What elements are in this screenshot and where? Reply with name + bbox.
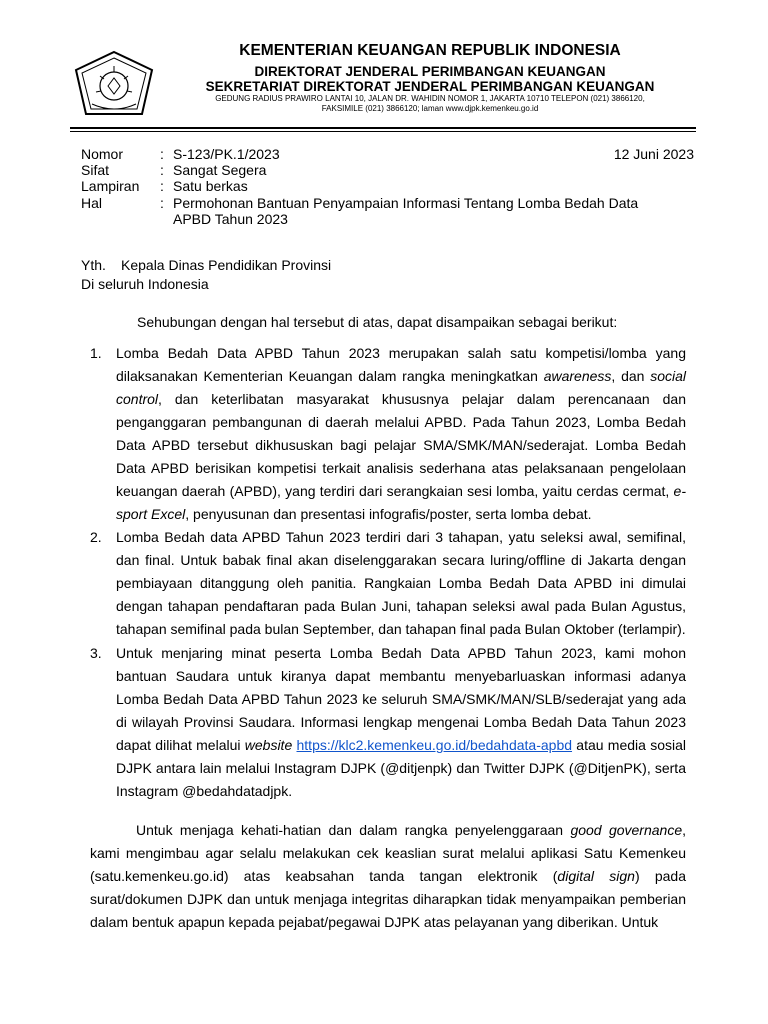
lampiran-label: Lampiran bbox=[81, 178, 140, 194]
item-1-number: 1. bbox=[90, 345, 102, 361]
hal-label: Hal bbox=[81, 195, 103, 211]
ministry-title: KEMENTERIAN KEUANGAN REPUBLIK INDONESIA bbox=[239, 42, 621, 59]
header-rule-thick bbox=[70, 127, 696, 129]
secretariat-title: SEKRETARIAT DIREKTORAT JENDERAL PERIMBANGAN KEUANGAN bbox=[205, 79, 655, 94]
sifat-value: Sangat Segera bbox=[173, 162, 267, 178]
intro-paragraph: Sehubungan dengan hal tersebut di atas, dapat disampaikan sebagai berikut: bbox=[137, 314, 618, 330]
address-line-1: GEDUNG RADIUS PRAWIRO LANTAI 10, JALAN DR. WAHIDIN NOMOR 1, JAKARTA 10710 TELEPON (021) 3866120, bbox=[215, 94, 645, 103]
recipient-name: Kepala Dinas Pendidikan Provinsi bbox=[121, 257, 332, 273]
lampiran-value: Satu berkas bbox=[173, 178, 248, 194]
header-rule-thin bbox=[70, 131, 696, 132]
hal-value-line-1: Permohonan Bantuan Penyampaian Informasi Tentang Lomba Bedah Data bbox=[173, 195, 639, 211]
directorate-title: DIREKTORAT JENDERAL PERIMBANGAN KEUANGAN bbox=[254, 64, 606, 79]
nomor-value: S-123/PK.1/2023 bbox=[173, 146, 280, 162]
yth-label: Yth. bbox=[81, 257, 106, 273]
item-2-text: Lomba Bedah data APBD Tahun 2023 terdiri dari 3 tahapan, yatu seleksi awal, semifinal, dan final. Untuk babak final akan diselenggarakan secara luring/offline di Jakarta dengan pembiayaan ditanggung oleh panitia. Rangkaian Lomba Bedah Data APBD ini dimulai dengan tahapan pendaftaran pada Bulan Juni, tahapan seleksi awal pada Bulan Agustus, tahapan semifinal pada bulan September, dan tahapan final pada Bulan Oktober (terlampir). bbox=[116, 529, 686, 637]
recipient-place: Di seluruh Indonesia bbox=[81, 276, 209, 292]
closing-paragraph: Untuk menjaga kehati-hatian dan dalam rangka penyelenggaraan good governance, kami mengimbau agar selalu melakukan cek keaslian surat melalui aplikasi Satu Kemenkeu (satu.kemenkeu.go.id) atas keabsahan tanda tangan elektronik (digital sign) pada surat/dokumen DJPK dan untuk menjaga integritas diharapkan tidak menyampaikan pemberian dalam bentuk apapun kepada pejabat/pegawai DJPK atas pelayanan yang diberikan. Untuk bbox=[90, 822, 686, 930]
hal-colon: : bbox=[160, 195, 164, 211]
bedahdata-link[interactable]: https://klc2.kemenkeu.go.id/bedahdata-apbd bbox=[296, 737, 573, 753]
item-1-text: Lomba Bedah Data APBD Tahun 2023 merupakan salah satu kompetisi/lomba yang dilaksanakan Kementerian Keuangan dalam rangka meningkatkan awareness, dan social control, dan keterlibatan masyarakat khususnya pelajar dalam perencanaan dan penganggaran pembangunan di daerah melalui APBD. Pada Tahun 2023, Lomba Bedah Data APBD tersebut dikhususkan bagi pelajar SMA/SMK/MAN/sederajat. Lomba Bedah Data APBD berisikan kompetisi terkait analisis sederhana atas pelaksanaan pengelolaan keuangan daerah (APBD), yang terdiri dari serangkaian sesi lomba, yaitu cerdas cermat, e-sport Excel, penyusunan dan presentasi infografis/poster, serta lomba debat. bbox=[116, 345, 686, 522]
lampiran-colon: : bbox=[160, 178, 164, 194]
nomor-colon: : bbox=[160, 146, 164, 162]
address-line-2: FAKSIMILE (021) 3866120; laman www.djpk.kemenkeu.go.id bbox=[321, 104, 539, 113]
letter-date: 12 Juni 2023 bbox=[613, 146, 694, 162]
sifat-colon: : bbox=[160, 162, 164, 178]
hal-value-line-2: APBD Tahun 2023 bbox=[173, 211, 288, 227]
kemenkeu-logo bbox=[70, 48, 158, 120]
item-3-text: Untuk menjaring minat peserta Lomba Bedah Data APBD Tahun 2023, kami mohon bantuan Saudara untuk kiranya dapat membantu menyebarluaskan informasi adanya Lomba Bedah Data APBD Tahun 2023 ke seluruh SMA/SMK/MAN/SLB/sederajat yang ada di wilayah Provinsi Saudara. Informasi lengkap mengenai Lomba Bedah Data Tahun 2023 dapat dilihat melalui website https://klc2.kemenkeu.go.id/bedahdata-apbd atau media sosial DJPK antara lain melalui Instagram DJPK (@ditjenpk) dan Twitter DJPK (@DitjenPK), serta Instagram @bedahdatadjpk. bbox=[116, 645, 686, 799]
sifat-label: Sifat bbox=[81, 162, 110, 178]
nomor-label: Nomor bbox=[81, 146, 124, 162]
item-3-number: 3. bbox=[90, 645, 102, 661]
item-2-number: 2. bbox=[90, 529, 102, 545]
